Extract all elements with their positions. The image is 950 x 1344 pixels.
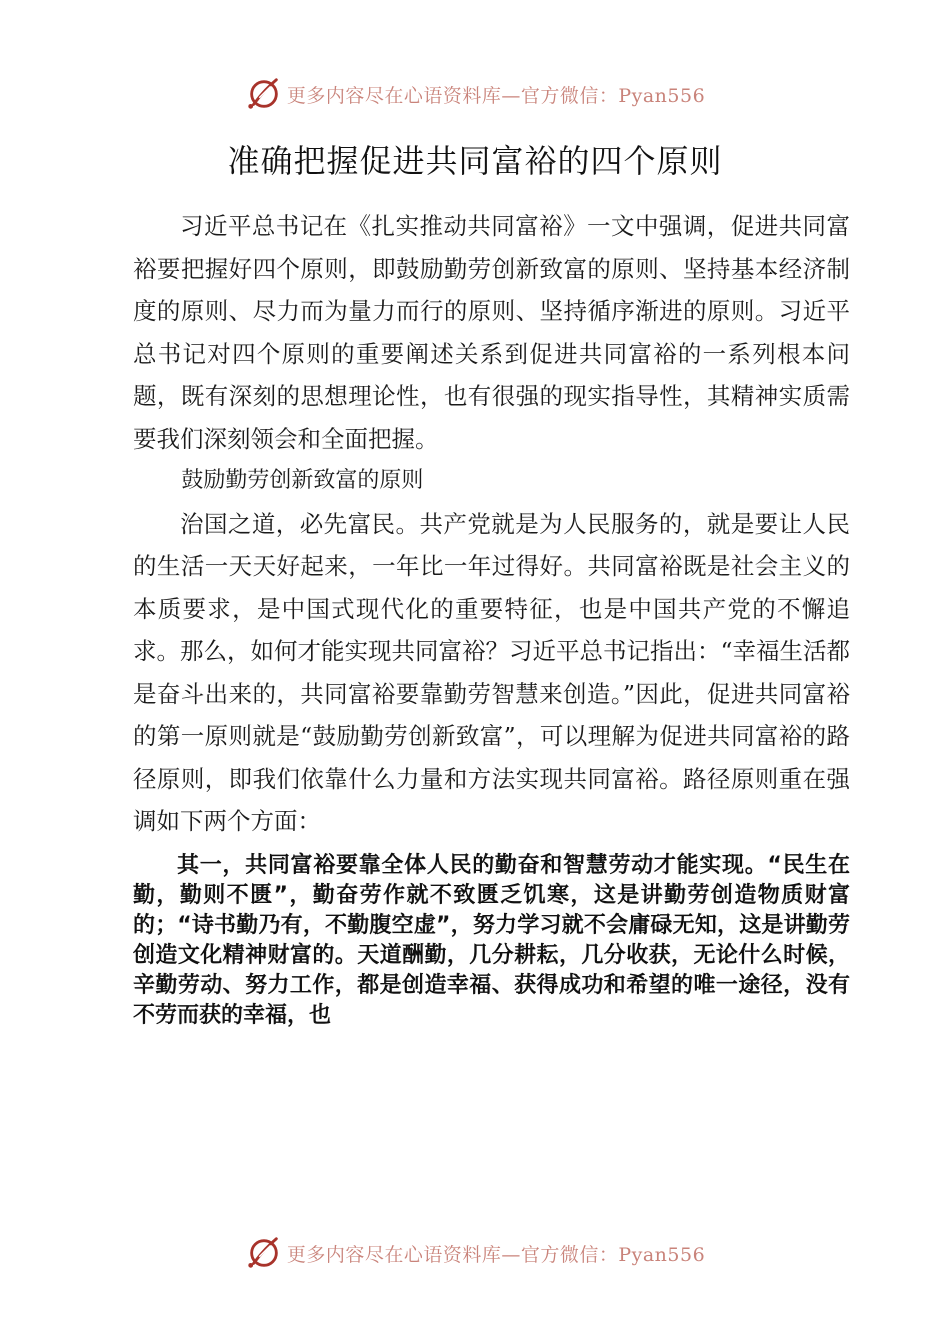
point-one-paragraph: 其一，共同富裕要靠全体人民的勤奋和智慧劳动才能实现。“民生在勤，勤则不匮”，勤奋劳作就不致匮乏饥寒，这是讲勤劳创造物质财富的；“诗书勤乃有，不勤腹空虚”，努力学习就不会庸碌无知，这是讲勤劳创造文化精神财富的。天道酬勤，几分耕耘，几分收获，无论什么时候，辛勤劳动、努力工作，都是创造幸福、获得成功和希望的唯一途径，没有不劳而获的幸福，也: [133, 852, 850, 1028]
header-banner: [0, 74, 950, 114]
footer-banner: [0, 1233, 950, 1273]
banner-text: 更多内容尽在心语资料库—官方微信：Pyan556: [286, 84, 706, 107]
banner-text: 更多内容尽在心语资料库—官方微信：Pyan556: [286, 1243, 706, 1266]
document-title: 准确把握促进共同富裕的四个原则: [227, 142, 723, 180]
fountain-pen-logo-icon: [245, 75, 283, 113]
section-paragraph: 治国之道，必先富民。共产党就是为人民服务的，就是要让人民的生活一天天好起来，一年比一年过得好。共同富裕既是社会主义的本质要求，是中国式现代化的重要特征，也是中国共产党的不懈追求。那么，如何才能实现共同富裕？习近平总书记指出：“幸福生活都是奋斗出来的，共同富裕要靠勤劳智慧来创造。”因此，促进共同富裕的第一原则就是“鼓励勤劳创新致富”，可以理解为促进共同富裕的路径原则，即我们依靠什么力量和方法实现共同富裕。路径原则重在强调如下两个方面：: [133, 509, 851, 835]
section-heading: 鼓励勤劳创新致富的原则: [181, 468, 424, 493]
intro-paragraph: 习近平总书记在《扎实推动共同富裕》一文中强调，促进共同富裕要把握好四个原则，即鼓励勤劳创新致富的原则、坚持基本经济制度的原则、尽力而为量力而行的原则、坚持循序渐进的原则。习近平总书记对四个原则的重要阐述关系到促进共同富裕的一系列根本问题，既有深刻的思想理论性，也有很强的现实指导性，其精神实质需要我们深刻领会和全面把握。: [133, 212, 850, 453]
fountain-pen-logo-icon: [245, 1234, 283, 1272]
document-body: [133, 205, 850, 1031]
